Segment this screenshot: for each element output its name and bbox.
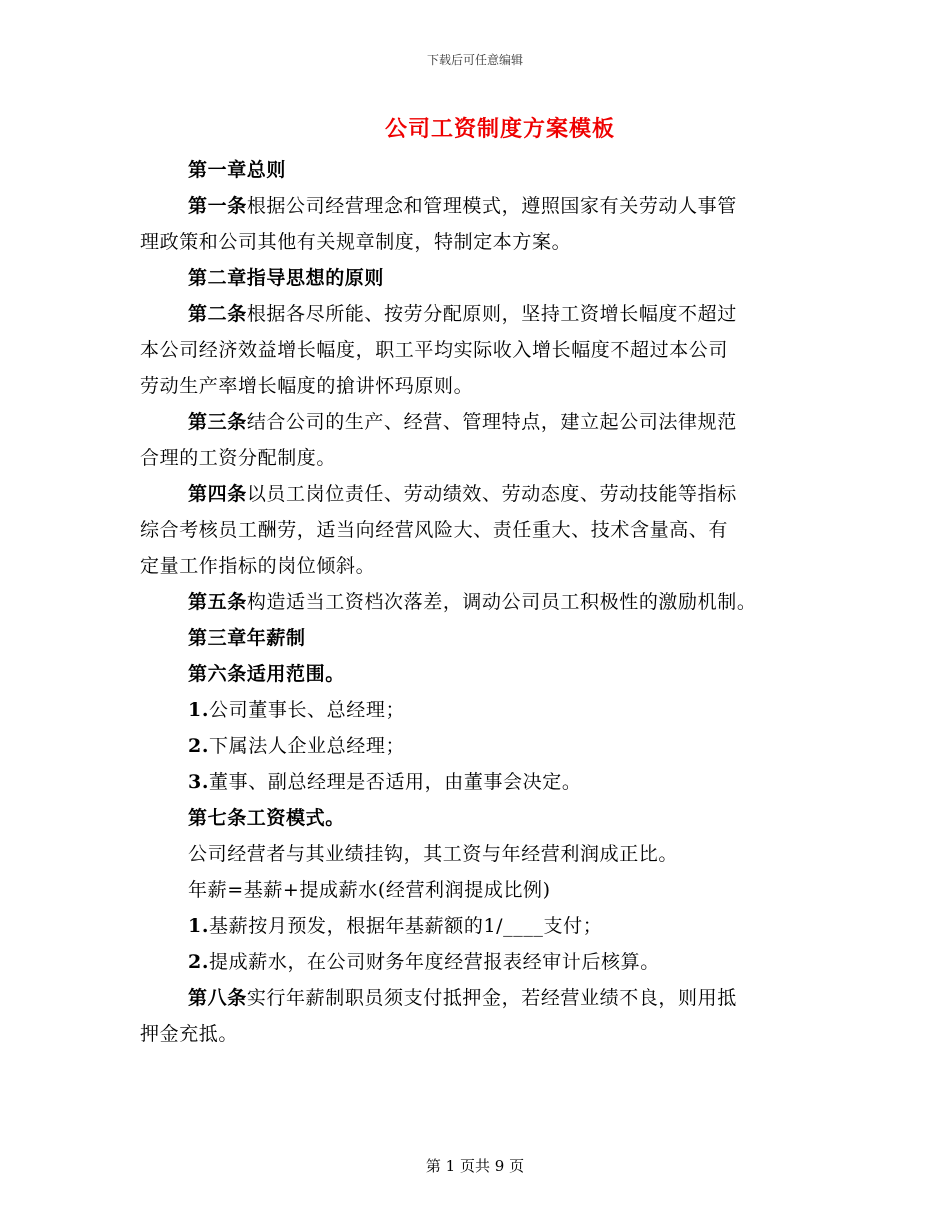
paragraph-line	[140, 944, 830, 980]
paragraph-line	[140, 548, 830, 584]
line-bold: 第八条	[188, 987, 247, 1009]
paragraph-line	[140, 728, 830, 764]
paragraph-line	[140, 908, 830, 944]
line-bold: 1.	[188, 915, 210, 937]
paragraph-line	[140, 584, 830, 620]
line-bold: 2.	[188, 735, 210, 757]
line-bold: 第四条	[188, 483, 247, 505]
line-text: 本公司经济效益增长幅度，职工平均实际收入增长幅度不超过本公司	[140, 339, 729, 361]
paragraph-line	[140, 296, 830, 332]
document-title: 公司工资制度方案模板	[384, 116, 615, 142]
paragraph-line	[140, 980, 830, 1016]
paragraph-line	[140, 368, 830, 404]
line-bold: 第三章年薪制	[188, 627, 306, 649]
line-text: 提成薪水，在公司财务年度经营报表经审计后核算。	[209, 951, 660, 973]
paragraph-line	[140, 620, 830, 656]
paragraph-line	[140, 1016, 830, 1052]
line-text: 构造适当工资档次落差，调动公司员工积极性的激励机制。	[246, 591, 757, 613]
line-text: 根据各尽所能、按劳分配原则，坚持工资增长幅度不超过	[246, 303, 737, 325]
paragraph-line	[140, 656, 830, 692]
line-text: 公司董事长、总经理；	[209, 699, 406, 721]
line-bold: 第七条工资模式。	[188, 807, 345, 829]
line-text: 基薪按月预发，根据年基薪额的1/____支付；	[209, 915, 603, 937]
paragraph-line	[140, 800, 830, 836]
paragraph-line	[140, 404, 830, 440]
line-bold: 第三条	[188, 411, 247, 433]
line-text: 押金充抵。	[140, 1023, 239, 1045]
line-text: 定量工作指标的岗位倾斜。	[140, 555, 376, 577]
line-bold: 第五条	[188, 591, 247, 613]
paragraph-line	[140, 224, 830, 260]
line-bold: 第一条	[188, 195, 247, 217]
line-text: 公司经营者与其业绩挂钩，其工资与年经营利润成正比。	[188, 843, 679, 865]
paragraph-line	[140, 476, 830, 512]
line-bold: 3.	[188, 771, 210, 793]
line-text: 下属法人企业总经理；	[209, 735, 406, 757]
line-text: 合理的工资分配制度。	[140, 447, 337, 469]
line-text: 根据公司经营理念和管理模式，遵照国家有关劳动人事管	[246, 195, 737, 217]
paragraph-line	[140, 872, 830, 908]
header-note: 下载后可任意编辑	[426, 53, 523, 67]
line-text: 综合考核员工酬劳，适当向经营风险大、责任重大、技术含量高、有	[140, 519, 729, 541]
line-text: 劳动生产率增长幅度的搶讲怀玛原则。	[140, 375, 474, 397]
line-text: 董事、副总经理是否适用，由董事会决定。	[209, 771, 582, 793]
line-bold: 第一章总则	[188, 159, 287, 181]
paragraph-line	[140, 764, 830, 800]
line-bold: 2.	[188, 951, 210, 973]
paragraph-line	[140, 260, 830, 296]
line-bold: 第二章指导思想的原则	[188, 267, 385, 289]
line-text: 年薪=基薪+提成薪水(经营利润提成比例)	[188, 879, 551, 901]
paragraph-line	[140, 332, 830, 368]
line-text: 实行年薪制职员须支付抵押金，若经营业绩不良，则用抵	[246, 987, 737, 1009]
paragraph-line	[140, 692, 830, 728]
paragraph-line	[140, 152, 830, 188]
document-body	[140, 152, 830, 1052]
line-bold: 第六条适用范围。	[188, 663, 345, 685]
paragraph-line	[140, 440, 830, 476]
line-bold: 1.	[188, 699, 210, 721]
paragraph-line	[140, 836, 830, 872]
paragraph-line	[140, 512, 830, 548]
line-text: 结合公司的生产、经营、管理特点，建立起公司法律规范	[246, 411, 737, 433]
line-text: 以员工岗位责任、劳动绩效、劳动态度、劳动技能等指标	[246, 483, 737, 505]
paragraph-line	[140, 188, 830, 224]
page-number: 第 1 页共 9 页	[425, 1157, 525, 1175]
line-text: 理政策和公司其他有关规章制度，特制定本方案。	[140, 231, 572, 253]
line-bold: 第二条	[188, 303, 247, 325]
